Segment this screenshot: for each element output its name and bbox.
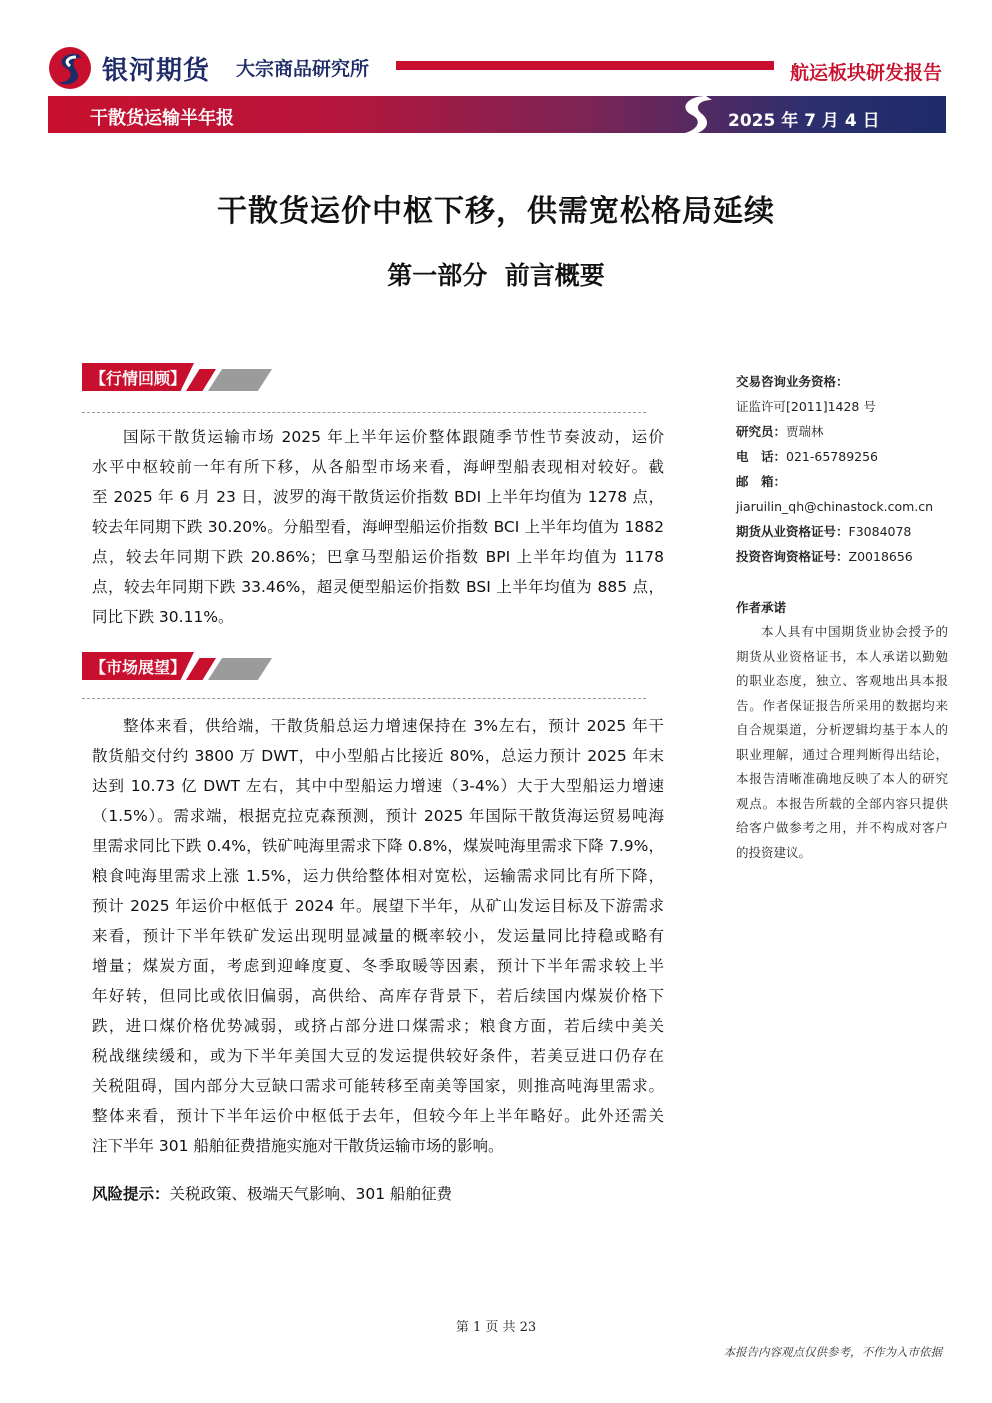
market-review-paragraph: 国际干散货运输市场 2025 年上半年运价整体跟随季节性节奏波动，运价 水平中枢较前一年有所下移，从各船型市场来看，海岬型船表现相对较好。截 至 2025 年 6 月 23 日，波罗的海干散货运价指数 BDI 上半年均值为 1278 点， 较去年同期下跌 30.20%。分船型看，海岬型船运价指数 BCI 上半年均值为 1882 点，较去年同期下跌 20.86%；巴拿马型船运价指数 BPI 上半年均值为 1178 点，较去年同期下跌 33.46%，超灵便型船运价指数 BSI 上半年均值为 885 点， 同比下跌 30.11%。 bbox=[92, 428, 664, 626]
header-red-rule bbox=[396, 61, 774, 70]
email-address[interactable]: jiaruilin_qh@chinastock.com.cn bbox=[736, 499, 934, 514]
invest-cert-number: Z0018656 bbox=[848, 549, 913, 564]
disclaimer: 本报告内容观点仅供参考，不作为入市依据 bbox=[723, 1345, 942, 1359]
main-title: 干散货运价中枢下移，供需宽松格局延续 bbox=[217, 194, 775, 229]
divider bbox=[82, 412, 646, 413]
email-label: 邮 箱： bbox=[736, 474, 787, 489]
researcher-name: 贾瑞林 bbox=[786, 424, 824, 439]
futures-cert-label: 期货从业资格证号： bbox=[736, 524, 849, 539]
author-commitment: 本人具有中国期货业协会授予的 期货从业资格证书，本人承诺以勤勉 的职业态度，独立、客观地出具本报 告。作者保证报告所采用的数据均来 自合规渠道，分析逻辑均基于本人的 职业理解，通过合理判断得出结论， 本报告清晰准确地反映了本人的研究 观点。本报告所载的全部内容只提供 给客户做参考之用，并不构成对客户 的投资建议。 bbox=[736, 624, 948, 860]
report-category: 干散货运输半年报 bbox=[90, 108, 234, 129]
risk-label: 风险提示： bbox=[92, 1185, 170, 1203]
license-number: 证监许可[2011]1428 号 bbox=[736, 399, 876, 414]
risk-warning bbox=[92, 1182, 452, 1204]
company-logo-text: 银河期货 bbox=[102, 56, 211, 86]
risk-text: 关税政策、极端天气影响、301 船舶征费 bbox=[169, 1185, 453, 1203]
analyst-info bbox=[736, 369, 958, 569]
page-number: 第 1 页 共 23 bbox=[455, 1320, 537, 1335]
commitment-title: 作者承诺 bbox=[736, 600, 787, 615]
report-type: 航运板块研发报告 bbox=[790, 62, 943, 84]
researcher-label: 研究员： bbox=[736, 424, 787, 439]
divider bbox=[82, 698, 646, 699]
report-date: 2025 年 7 月 4 日 bbox=[728, 111, 880, 131]
market-outlook-paragraph: 整体来看，供给端，干散货船总运力增速保持在 3%左右，预计 2025 年干 散货船交付约 3800 万 DWT，中小型船占比接近 80%，总运力预计 2025 年末 达到 10.73 亿 DWT 左右，其中中型船运力增速（3-4%）大于大型船运力增速 （1.5%）。需求端，根据克拉克森预测，预计 2025 年国际干散货海运贸易吨海 里需求同比下跌 0.4%，铁矿吨海里需求下降 0.8%，煤炭吨海里需求下降 7.9%， 粮食吨海里需求上涨 1.5%，运力供给整体相对宽松，运输需求同比有所下降， 预计 2025 年运价中枢低于 2024 年。展望下半年，从矿山发运目标及下游需求 来看，预计下半年铁矿发运出现明显减量的概率较小，发运量同比持稳或略有 增量；煤炭方面，考虑到迎峰度夏、冬季取暖等因素，预计下半年需求较上半 年好转，但同比或依旧偏弱，高供给、高库存背景下，若后续国内煤炭价格下 跌，进口煤价格优势减弱，或挤占部分进口煤需求；粮食方面，若后续中美关 税战继续缓和，或为下半年美国大豆的发运提供较好条件，若美豆进口仍存在 关税阻碍，国内部分大豆缺口需求可能转移至南美等国家，则推高吨海里需求。 整体来看，预计下半年运价中枢低于去年，但较今年上半年略好。此外还需关 注下半年 301 船舶征费措施实施对干散货运输市场的影响。 bbox=[92, 717, 664, 1155]
section-tag-review: 【行情回顾】 bbox=[82, 363, 282, 391]
galaxy-logo-icon bbox=[46, 44, 94, 92]
phone-label: 电 话： bbox=[736, 449, 787, 464]
qualification-label: 交易咨询业务资格： bbox=[736, 374, 849, 389]
banner-swirl-icon bbox=[672, 94, 716, 136]
section-tag-outlook: 【市场展望】 bbox=[82, 652, 282, 680]
phone-number: 021-65789256 bbox=[786, 449, 879, 464]
section-title: 第一部分 前言概要 bbox=[387, 261, 605, 290]
futures-cert-number: F3084078 bbox=[848, 524, 912, 539]
institute-name: 大宗商品研究所 bbox=[236, 58, 370, 80]
invest-cert-label: 投资咨询资格证号： bbox=[736, 549, 849, 564]
